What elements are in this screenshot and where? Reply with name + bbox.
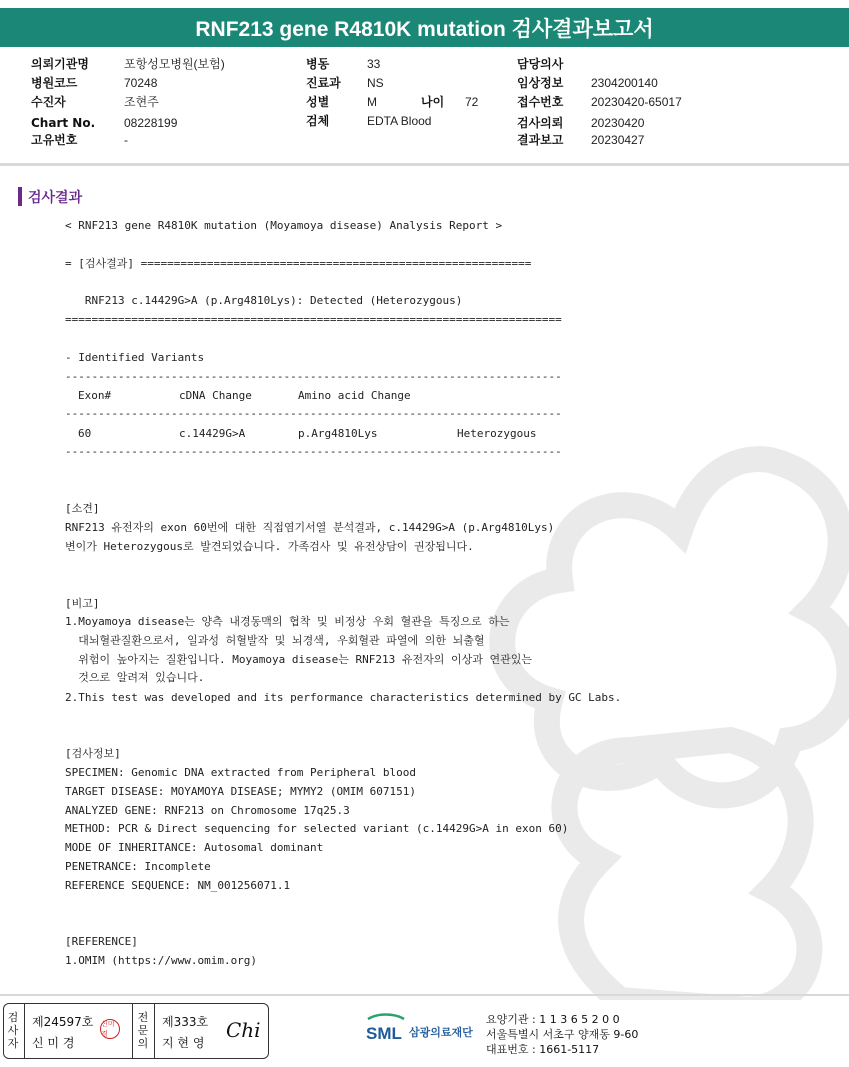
hospital-code-label: 병원코드: [31, 76, 78, 90]
variants-title: - Identified Variants: [65, 351, 205, 364]
specimen-value: EDTA Blood: [367, 114, 432, 128]
request-date-value: 20230420: [591, 116, 645, 130]
svg-text:SML: SML: [366, 1024, 402, 1043]
info-title: [검사정보]: [65, 747, 121, 760]
opinion-title: [소견]: [65, 502, 100, 515]
clinical-info-label: 임상정보: [517, 76, 564, 90]
info-line: REFERENCE SEQUENCE: NM_001256071.1: [65, 879, 291, 892]
remarks-line: 1.Moyamoya disease는 양측 내경동맥의 협착 및 비정상 우회 혈관을 특징으로 하는: [65, 615, 510, 628]
phone: 대표번호 : 1661-5117: [486, 1043, 600, 1056]
info-line: SPECIMEN: Genomic DNA extracted from Peripheral blood: [65, 766, 416, 779]
info-line: ANALYZED GENE: RNF213 on Chromosome 17q25.3: [65, 804, 350, 817]
box-divider: [24, 1004, 25, 1058]
reference-title: [REFERENCE]: [65, 935, 138, 948]
table-rule-top: ---------------------------------------------------------------------------: [65, 370, 562, 383]
department-label: 진료과: [306, 76, 341, 90]
tester-seal: 신미경: [100, 1019, 120, 1039]
chart-no-label: Chart No.: [31, 116, 96, 130]
report-heading: < RNF213 gene R4810K mutation (Moyamoya disease) Analysis Report >: [65, 219, 503, 232]
request-date-label: 검사의뢰: [517, 116, 564, 130]
age-value: 72: [465, 95, 479, 109]
report-date-value: 20230427: [591, 133, 645, 147]
table-rule-mid: ---------------------------------------------------------------------------: [65, 407, 562, 420]
department-value: NS: [367, 76, 384, 90]
opinion-line: RNF213 유전자의 exon 60번에 대한 직접염기서열 분석결과, c.14429G>A (p.Arg4810Lys): [65, 521, 555, 534]
clinical-info-value: 2304200140: [591, 76, 658, 90]
tester-label-3: 자: [7, 1037, 19, 1050]
chart-no-value: 08228199: [124, 116, 178, 130]
box-divider: [132, 1004, 133, 1058]
specialist-label-3: 의: [137, 1037, 149, 1050]
patient-value: 조현주: [124, 95, 159, 109]
org-name: 삼광의료재단: [409, 1026, 473, 1039]
info-line: PENETRANCE: Incomplete: [65, 860, 211, 873]
section-marker: [18, 187, 22, 206]
col-cdna-header: cDNA Change: [179, 389, 252, 402]
unique-no-value: -: [124, 133, 128, 147]
address: 서울특별시 서초구 양재동 9-60: [486, 1028, 639, 1041]
cell-exon: 60: [78, 427, 92, 440]
specialist-signature: Chi: [226, 1018, 261, 1042]
table-rule-bottom: ---------------------------------------------------------------------------: [65, 445, 562, 458]
remarks-line: 대뇌혈관질환으로서, 일과성 허혈발작 및 뇌경색, 우회혈관 파열에 의한 뇌출혈: [65, 634, 485, 647]
result-line: RNF213 c.14429G>A (p.Arg4810Lys): Detected (Heterozygous): [65, 294, 463, 307]
double-rule: ===========================================================================: [65, 313, 562, 326]
hospital-code-value: 70248: [124, 76, 158, 90]
specialist-name: 지 현 영: [162, 1036, 205, 1050]
age-label: 나이: [421, 95, 445, 109]
patient-label: 수진자: [31, 95, 66, 109]
tester-name: 신 미 경: [32, 1036, 75, 1050]
box-divider: [154, 1004, 155, 1058]
specimen-label: 검체: [306, 114, 330, 128]
receipt-no-label: 접수번호: [517, 95, 564, 109]
report-title: RNF213 gene R4810K mutation 검사결과보고서: [0, 8, 849, 47]
institution-code: 요양기관 : 1 1 3 6 5 2 0 0: [486, 1013, 620, 1026]
cell-amino: p.Arg4810Lys: [298, 427, 378, 440]
cell-zygosity: Heterozygous: [457, 427, 537, 440]
cell-cdna: c.14429G>A: [179, 427, 246, 440]
info-line: MODE OF INHERITANCE: Autosomal dominant: [65, 841, 324, 854]
receipt-no-value: 20230420-65017: [591, 95, 682, 109]
unique-no-label: 고유번호: [31, 133, 78, 147]
hospital-value: 포항성모병원(보험): [124, 57, 225, 71]
signature-box: [3, 1003, 269, 1059]
specialist-license-no: 제333호: [162, 1015, 209, 1029]
col-exon-header: Exon#: [78, 389, 112, 402]
sex-label: 성별: [306, 95, 330, 109]
report-date-label: 결과보고: [517, 133, 564, 147]
specialist-label-1: 전: [137, 1011, 149, 1024]
specialist-label-2: 문: [137, 1024, 149, 1037]
sex-value: M: [367, 95, 377, 109]
ward-value: 33: [367, 57, 381, 71]
tester-license-no: 제24597호: [32, 1015, 94, 1029]
sml-logo-icon: [364, 1013, 408, 1043]
tester-label-2: 사: [7, 1024, 19, 1037]
reference-line: 1.OMIM (https://www.omim.org): [65, 954, 258, 967]
info-line: METHOD: PCR & Direct sequencing for selected variant (c.14429G>A in exon 60): [65, 822, 569, 835]
result-rule: = [검사결과] ===========================================================: [65, 257, 532, 270]
remarks-line: 것으로 알려져 있습니다.: [65, 671, 205, 684]
remarks-line: 위험이 높아지는 질환입니다. Moyamoya disease는 RNF213 유전자의 이상과 연관있는: [65, 653, 532, 666]
ward-label: 병동: [306, 57, 330, 71]
doctor-label: 담당의사: [517, 57, 564, 71]
remarks-line: 2.This test was developed and its performance characteristics determined by GC Labs.: [65, 691, 622, 704]
section-title: 검사결과: [28, 190, 83, 206]
header-divider: [0, 163, 849, 166]
col-amino-header: Amino acid Change: [298, 389, 411, 402]
hospital-label: 의뢰기관명: [31, 57, 89, 71]
remarks-title: [비고]: [65, 597, 100, 610]
info-line: TARGET DISEASE: MOYAMOYA DISEASE; MYMY2 (OMIM 607151): [65, 785, 416, 798]
opinion-line: 변이가 Heterozygous로 발견되었습니다. 가족검사 및 유전상담이 권장됩니다.: [65, 540, 474, 553]
footer-divider: [0, 994, 849, 996]
tester-label-1: 검: [7, 1011, 19, 1024]
